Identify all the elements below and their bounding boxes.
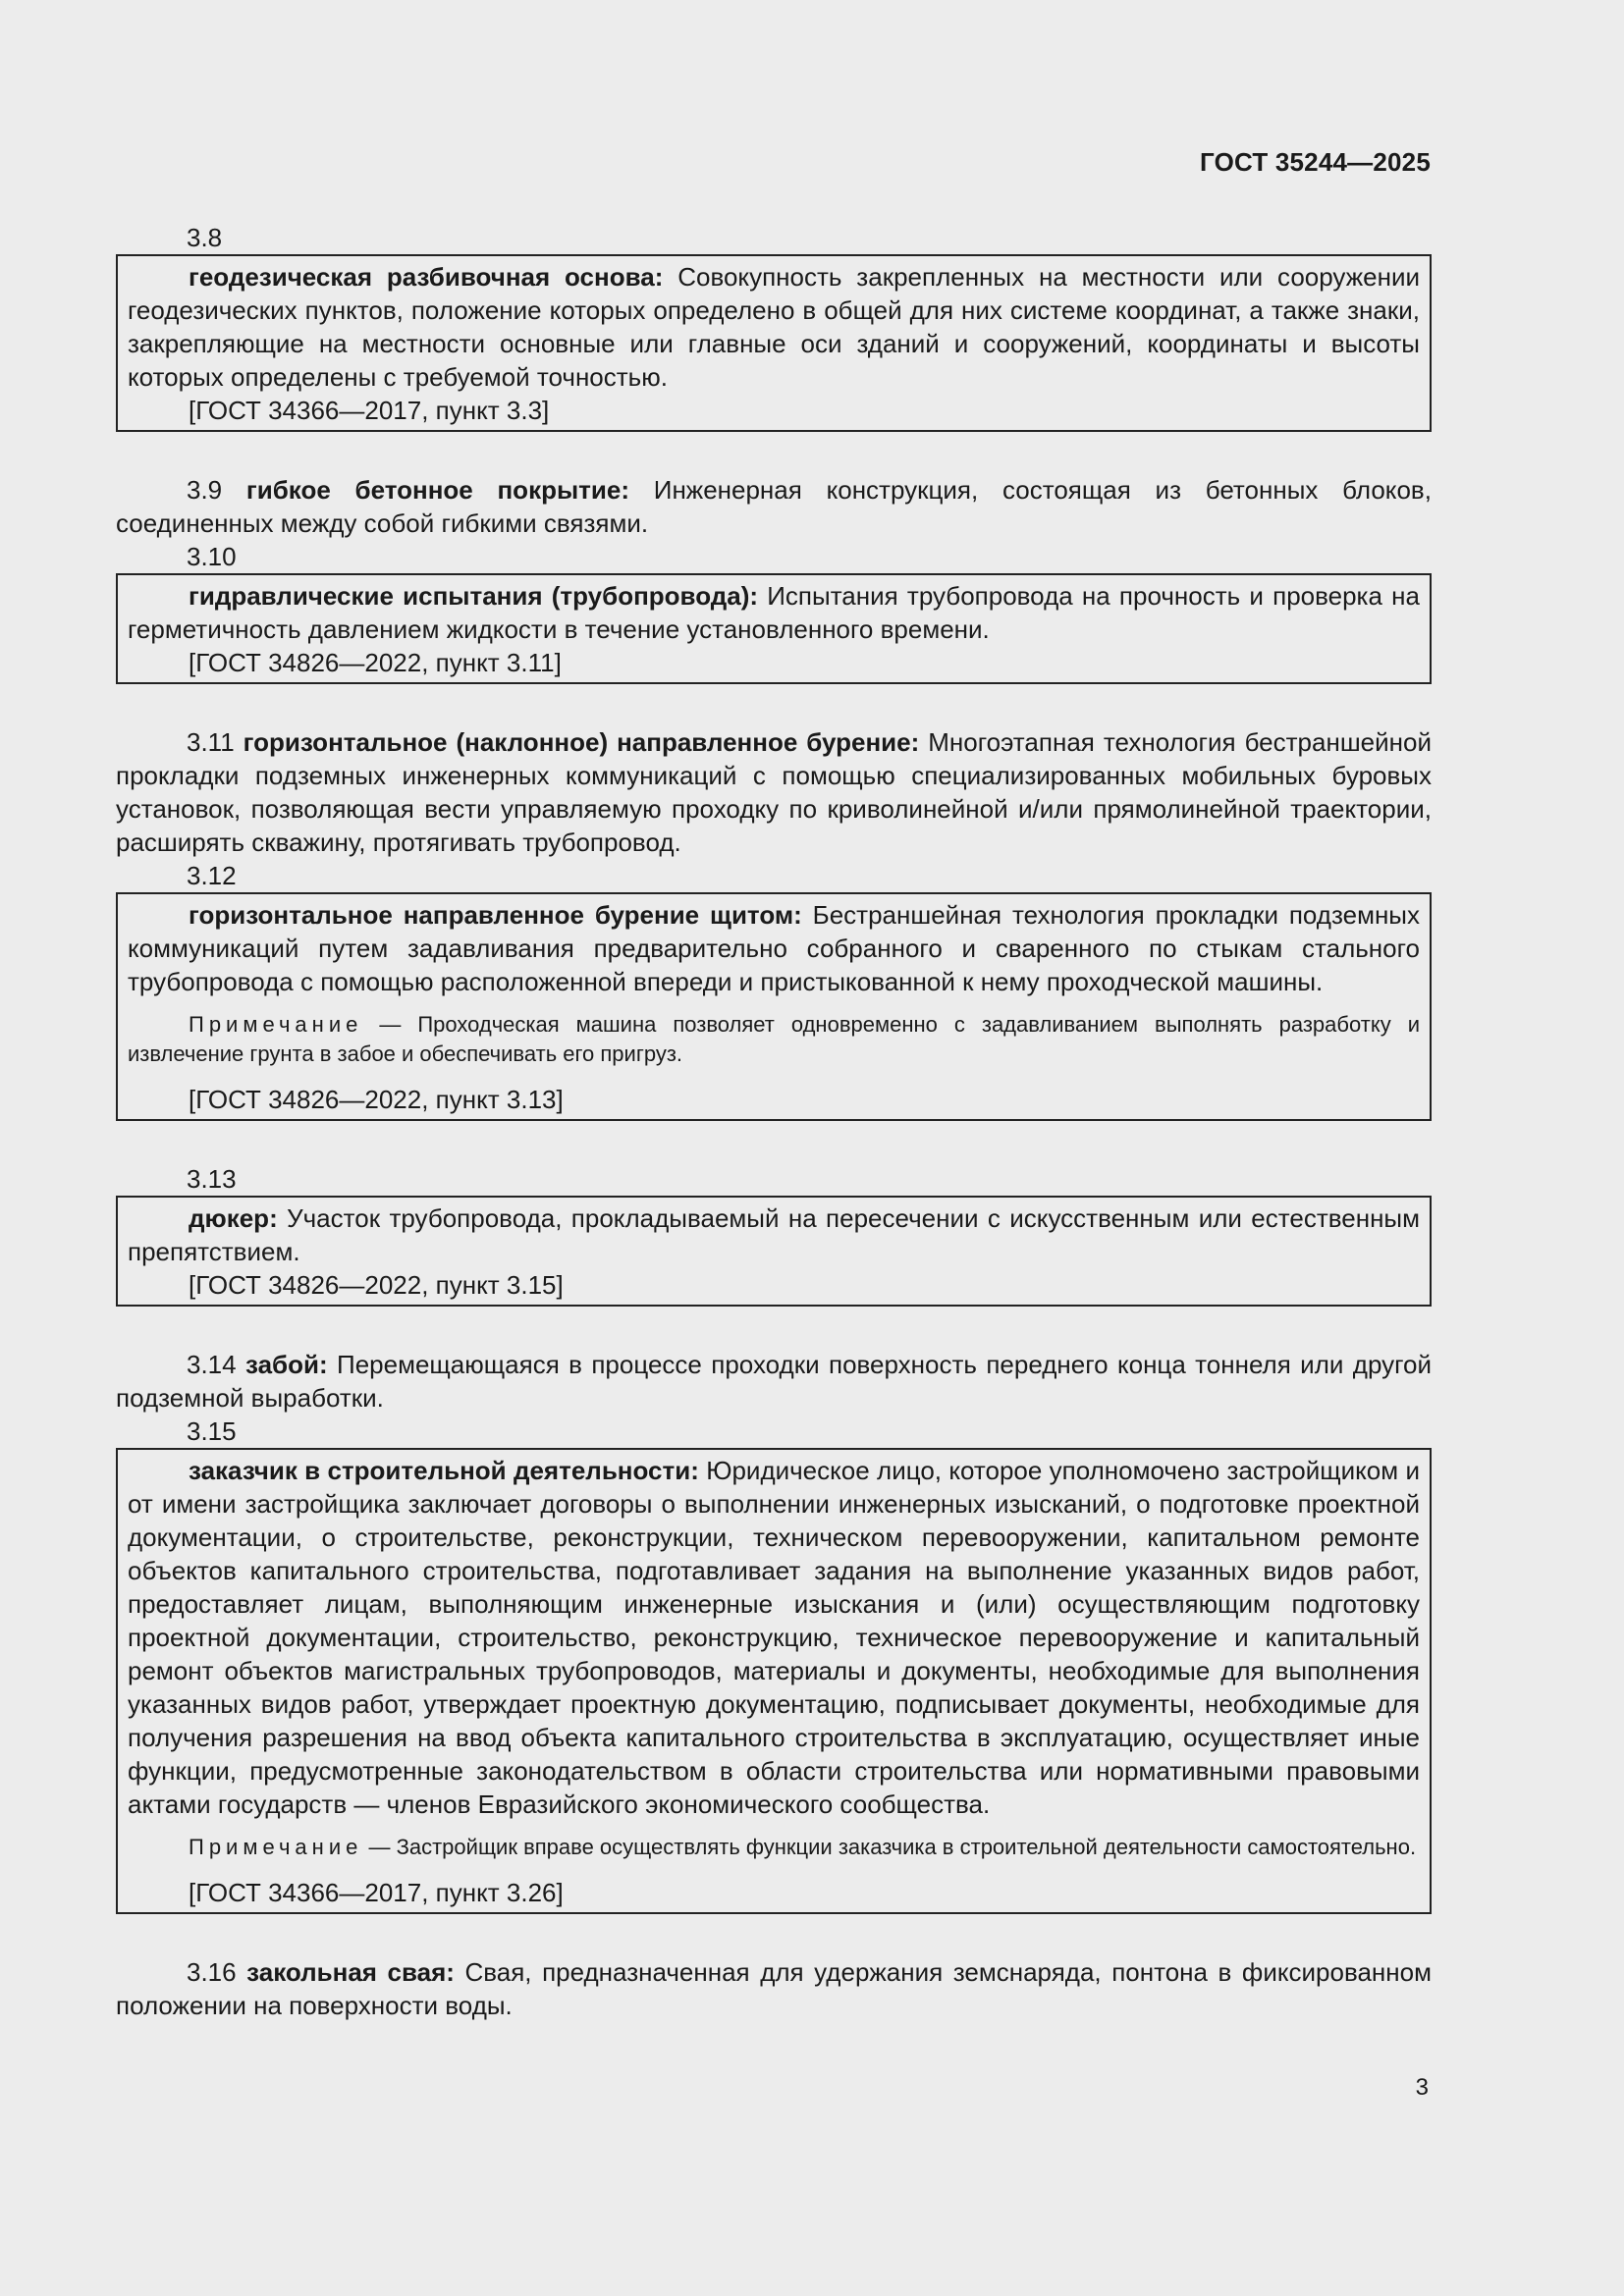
term-box — [116, 1448, 1432, 1914]
term: геодезическая разбивочная основа: — [189, 262, 664, 292]
entry-number: 3.11 — [187, 727, 235, 757]
term: заказчик в строительной деятельности: — [189, 1456, 699, 1485]
term-paragraph — [116, 1348, 1432, 1415]
document-id: ГОСТ 35244—2025 — [1200, 147, 1431, 177]
term-paragraph — [128, 1454, 1420, 1821]
term: гидравлические испытания (трубопровода): — [189, 581, 759, 611]
term-paragraph — [128, 260, 1420, 394]
source-reference: [ГОСТ 34366—2017, пункт 3.26] — [189, 1878, 564, 1907]
term: гибкое бетонное покрытие: — [245, 475, 629, 505]
term-paragraph — [128, 898, 1420, 998]
term: горизонтальное (наклонное) направленное бурение: — [243, 727, 920, 757]
terms-content — [116, 221, 1432, 2022]
source-reference: [ГОСТ 34826—2022, пункт 3.11] — [189, 648, 562, 677]
term-entry — [116, 1955, 1432, 2022]
note — [128, 1010, 1420, 1069]
entry-number: 3.15 — [187, 1416, 237, 1446]
definition: Совокупность закрепленных на местности или сооружении геодезических пунктов, положение которых определено в общей для них системе координат, а также знаки, закрепляющие на местности основные или главные оси зданий и сооружений, координаты и высоты которых определены с требуемой точностью. — [128, 262, 1420, 392]
definition: Юридическое лицо, которое уполномочено застройщиком и от имени застройщика заключает договоры о выполнении инженерных изысканий, о подготовке проектной документации, о строительстве, реконструкции, техническом перевооружении, капитальном ремонте объектов капитального строительства, подготавливает задания на выполнение указанных видов работ, предоставляет лицам, выполняющим инженерные изыскания и (или) осуществляющим подготовку проектной документации, строительство, реконструкцию, техническое перевооружение и капитальный ремонт объектов магистральных трубопроводов, материалы и документы, необходимые для выполнения указанных видов работ, утверждает проектную документацию, подписывает документы, необходимые для получения разрешения на ввод объекта капитального строительства в эксплуатацию, осуществляет иные функции, предусмотренные законодательством в области строительства или нормативными правовыми актами государств — членов Евразийского экономического сообщества. — [128, 1456, 1420, 1819]
note-label: Примечание — [189, 1835, 363, 1859]
note-text: — Проходческая машина позволяет одновременно с задавливанием выполнять разработку и извлечение грунта в забое и обеспечивать его пригруз. — [128, 1012, 1420, 1066]
term-entry — [116, 473, 1432, 540]
entry-number: 3.12 — [187, 861, 237, 890]
definition: Участок трубопровода, прокладываемый на пересечении с искусственным или естественным препятствием. — [128, 1203, 1420, 1266]
entry-number: 3.14 — [187, 1350, 237, 1379]
entry-number: 3.9 — [187, 475, 223, 505]
term-paragraph — [128, 579, 1420, 646]
term-paragraph — [116, 1955, 1432, 2022]
definition: Свая, предназначенная для удержания земснаряда, понтона в фиксированном положении на поверхности воды. — [116, 1957, 1432, 2020]
entry-number: 3.16 — [187, 1957, 237, 1987]
term-box — [116, 573, 1432, 684]
term-paragraph — [128, 1201, 1420, 1268]
source-reference: [ГОСТ 34826—2022, пункт 3.13] — [189, 1085, 564, 1114]
definition: Испытания трубопровода на прочность и проверка на герметичность давлением жидкости в течение установленного времени. — [128, 581, 1420, 644]
term-entry — [116, 1348, 1432, 1415]
term-box — [116, 1196, 1432, 1307]
term-entry — [116, 725, 1432, 859]
entry-number: 3.10 — [187, 542, 237, 571]
page-number: 3 — [1415, 2074, 1429, 2101]
definition: Бестраншейная технология прокладки подземных коммуникаций путем задавливания предварительно собранного и сваренного по стыкам стального трубопровода с помощью расположенной впереди и пристыкованной к нему проходческой машины. — [128, 900, 1420, 996]
term: горизонтальное направленное бурение щитом: — [189, 900, 802, 930]
definition: Многоэтапная технология бестраншейной прокладки подземных инженерных коммуникаций с помощью специализированных мобильных буровых установок, позволяющая вести управляемую проходку по криволинейной и/или прямолинейной траектории, расширять скважину, протягивать трубопровод. — [116, 727, 1433, 857]
entry-number: 3.13 — [187, 1164, 237, 1194]
note — [128, 1833, 1420, 1862]
term-box — [116, 892, 1432, 1121]
term: дюкер: — [189, 1203, 278, 1233]
term: забой: — [245, 1350, 328, 1379]
term-paragraph — [116, 725, 1432, 859]
source-reference: [ГОСТ 34826—2022, пункт 3.15] — [189, 1270, 564, 1300]
definition: Инженерная конструкция, состоящая из бетонных блоков, соединенных между собой гибкими связями. — [116, 475, 1432, 538]
term-box — [116, 254, 1432, 432]
entry-number: 3.8 — [187, 223, 223, 252]
note-label: Примечание — [189, 1012, 363, 1037]
note-text: — Застройщик вправе осуществлять функции заказчика в строительной деятельности самостоятельно. — [368, 1835, 1417, 1859]
term-paragraph — [116, 473, 1432, 540]
source-reference: [ГОСТ 34366—2017, пункт 3.3] — [189, 396, 550, 425]
term: закольная свая: — [246, 1957, 455, 1987]
definition: Перемещающаяся в процессе проходки поверхность переднего конца тоннеля или другой подземной выработки. — [116, 1350, 1433, 1413]
